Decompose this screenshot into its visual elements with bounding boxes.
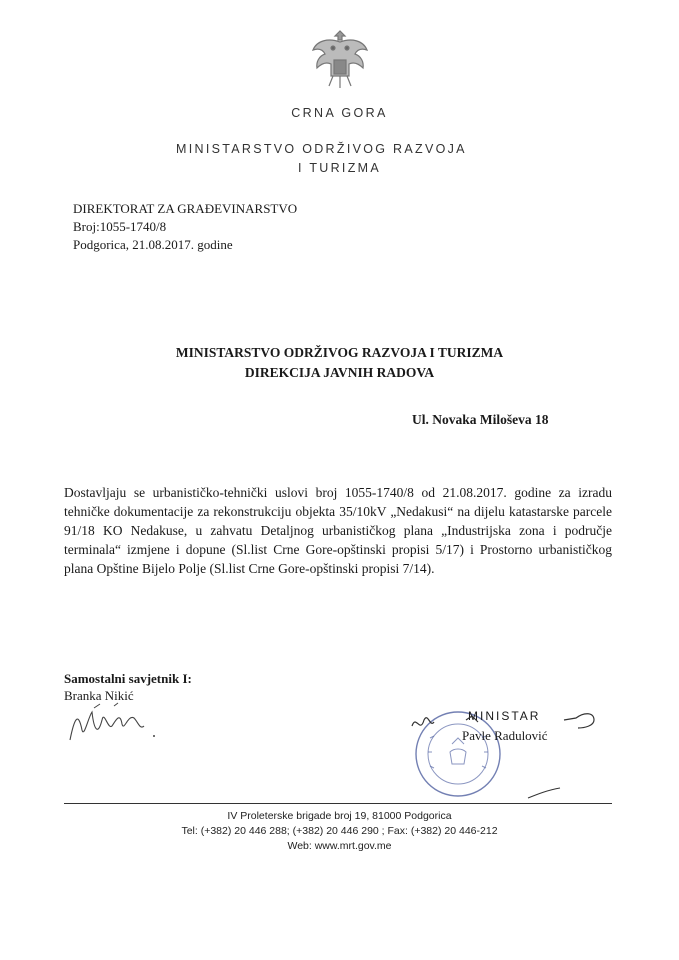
minister-name: Pavle Radulović [462, 728, 548, 743]
footer-address: IV Proleterske brigade broj 19, 81000 Podgorica [227, 810, 452, 822]
footer-phones: Tel: (+382) 20 446 288; (+382) 20 446 290 ; Fax: (+382) 20 446-212 [181, 825, 498, 837]
directorate-name: DIREKTORAT ZA GRAĐEVINARSTVO [73, 201, 298, 216]
country-name: CRNA GORA [291, 106, 388, 120]
body-paragraph: Dostavljaju se urbanističko-tehnički uslovi broj 1055-1740/8 od 21.08.2017. godine za izradu tehničke dokumentacije za rekonstrukciju objekta 35/10kV „Nedakusi“ na dijelu katastarske parcele 91/18 KO Nedakuse, u zahvatu Detaljnog urbanističkog plana „Industrijska zona i područje terminala“ izmjene i dopune (Sl.list Crne Gore-opštinski propisi 5/17) i Prostorno urbanističkog plana Opštine Bijelo Polje (Sl.list Crne Gore-opštinski propisi 7/14). [64, 485, 612, 576]
recipient-line2: DIREKCIJA JAVNIH RADOVA [244, 365, 435, 380]
minister-signature-icon [408, 706, 608, 806]
advisor-name: Branka Nikić [64, 688, 134, 703]
recipient-street: Ul. Novaka Miloševa 18 [412, 412, 549, 427]
recipient-line1: MINISTARSTVO ODRŽIVOG RAZVOJA I TURIZMA [175, 345, 504, 360]
footer-divider [64, 803, 612, 804]
ministry-name-line1: MINISTARSTVO ODRŽIVOG RAZVOJA [176, 142, 467, 156]
place-and-date: Podgorica, 21.08.2017. godine [73, 237, 233, 252]
ministry-name-line2: I TURIZMA [298, 161, 381, 175]
coat-of-arms-icon [309, 28, 371, 92]
document-number: Broj:1055-1740/8 [73, 219, 167, 234]
advisor-signature-icon [64, 700, 164, 748]
advisor-title: Samostalni savjetnik I: [64, 671, 192, 686]
minister-title: MINISTAR [468, 709, 541, 723]
footer-web: Web: www.mrt.gov.me [287, 840, 392, 852]
